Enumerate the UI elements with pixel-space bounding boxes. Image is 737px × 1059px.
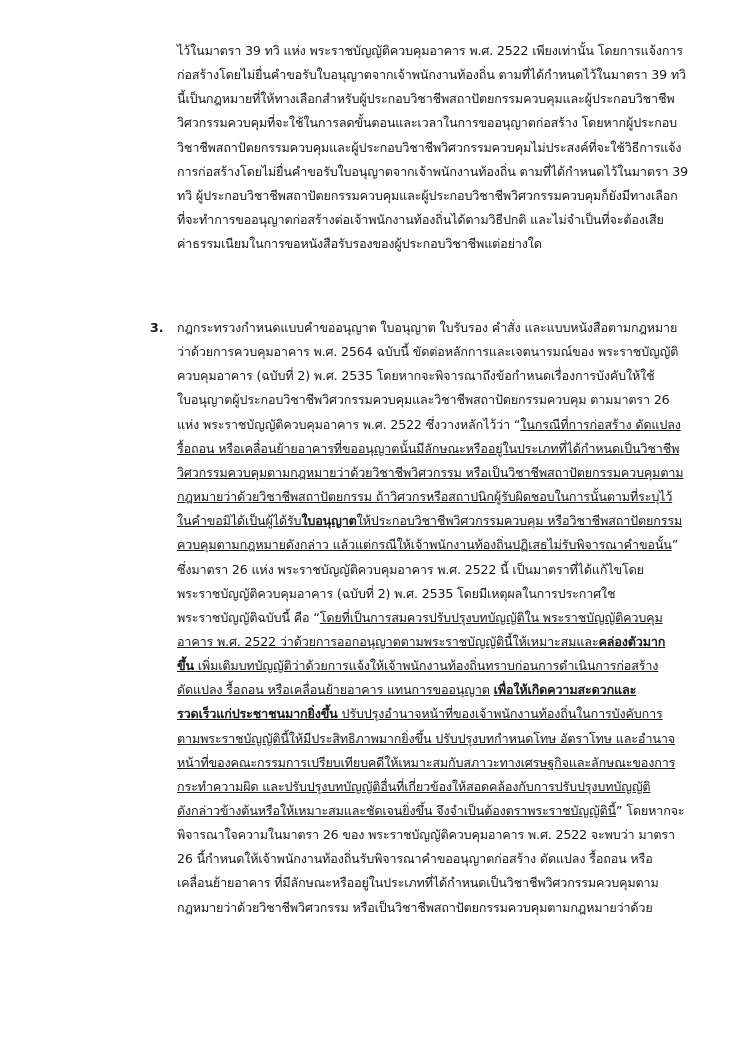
- text-segment: ”: [671, 537, 679, 553]
- text-segment: กฎกระทรวงกำหนดแบบคำขออนุญาต ใบอนุญาต ใบรับรอง คำสั่ง และแบบหนังสือตามกฎหมาย: [177, 320, 678, 335]
- text-line: [177, 634, 665, 650]
- text-line: ทวิ ผู้ประกอบวิชาชีพสถาปัตยกรรมควบคุมและผู้ประกอบวิชาชีพวิศวกรรมควบคุมก็ยังมีทางเลือก: [177, 187, 678, 203]
- text-line: [177, 489, 672, 505]
- text-segment: เคลื่อนย้ายอาคาร ที่มีลักษณะหรืออยู่ในประเภทที่ได้กำหนดเป็นวิชาชีพวิศวกรรมควบคุมตาม: [177, 875, 659, 891]
- text-line: [177, 755, 675, 771]
- text-line: [177, 731, 675, 747]
- text-line: [177, 537, 678, 553]
- text-line: [177, 682, 636, 698]
- underlined-quote-text: ในกรณีที่การก่อสร้าง ดัดแปลง: [520, 416, 681, 432]
- text-segment: ซึ่งมาตรา 26 แห่ง พระราชบัญญัติควบคุมอาคาร พ.ศ. 2522 นี้ เป็นมาตราที่ได้แก้ไขโดย: [177, 561, 644, 577]
- text-line: ที่จะทำการขออนุญาตก่อสร้างต่อเจ้าพนักงานท้องถิ่นได้ตามวิธีปกติ และไม่จำเป็นที่จะต้องเสีย: [177, 212, 664, 228]
- text-line: ไว้ในมาตรา 39 ทวิ แห่ง พระราชบัญญัติควบคุมอาคาร พ.ศ. 2522 เพียงเท่านั้น โดยการแจ้งการ: [177, 43, 683, 58]
- underlined-quote-text: อาคาร พ.ศ. 2522 ว่าด้วยการออกอนุญาตตามพระราชบัญญัตินี้ให้เหมาะสมและ: [177, 633, 599, 649]
- text-line: [177, 368, 655, 384]
- underlined-quote-text: รวดเร็วแก่ประชาชนมากยิ่งขึ้น: [177, 706, 338, 722]
- underlined-quote-text: เพิ่มเติมบทบัญญัติว่าด้วยการแจ้งให้เจ้าพนักงานท้องถิ่นทราบก่อนการดำเนินการก่อสร้าง: [193, 658, 659, 674]
- text-line: [177, 779, 650, 795]
- text-line: การก่อสร้างโดยไม่ยื่นคำขอรับใบอนุญาตจากเจ้าพนักงานท้องถิ่น ตามที่ได้กำหนดไว้ในมาตรา 39: [177, 163, 688, 179]
- list-item-number: 3.: [150, 320, 164, 335]
- underlined-quote-text: ดังกล่าวข้างต้นหรือให้เหมาะสมและชัดเจนยิ่งขึ้น จึงจำเป็นต้องตราพระราชบัญญัตินี้: [177, 803, 617, 818]
- underlined-quote-text: ตามพระราชบัญญัตินี้ให้มีประสิทธิภาพมากยิ่งขึ้น ปรับปรุงบทกำหนดโทษ อัตราโทษ และอำนาจ: [177, 730, 675, 746]
- underlined-quote-text: กฎหมายว่าด้วยวิชาชีพสถาปัตยกรรม ถ้าวิศวกรหรือสถาปนิกผู้รับผิดชอบในการนั้นตามที่ระบุไว้: [177, 489, 673, 505]
- text-line: [177, 586, 615, 602]
- underlined-quote-text: เพื่อให้เกิดความสะดวกและ: [493, 682, 637, 698]
- text-line: [177, 803, 685, 819]
- text-line: [177, 706, 663, 722]
- underlined-quote-text: รื้อถอน หรือเคลื่อนย้ายอาคารที่ขออนุญาตนั้นมีลักษณะหรืออยู่ในประเภทที่ได้กำหนดเป็นวิชาชีพ: [177, 440, 680, 456]
- text-line: [177, 610, 663, 626]
- text-segment: กฎหมายว่าด้วยวิชาชีพวิศวกรรม หรือเป็นวิชาชีพสถาปัตยกรรมควบคุมตามกฎหมายว่าด้วย: [177, 899, 653, 915]
- underlined-quote-text: โดยที่เป็นการสมควรปรับปรุงบทบัญญัติใน พระราชบัญญัติควบคุม: [319, 609, 663, 625]
- text-segment: พระราชบัญญัติฉบับนี้ คือ “: [177, 609, 320, 625]
- text-line: [177, 875, 659, 891]
- underlined-quote-text: คล่องตัวมาก: [598, 633, 666, 649]
- text-line: [177, 417, 681, 433]
- text-line: [177, 562, 644, 578]
- text-segment: ใบอนุญาตผู้ประกอบวิชาชีพวิศวกรรมควบคุมและวิชาชีพสถาปัตยกรรมควบคุม ตามมาตรา 26: [177, 392, 670, 408]
- underlined-quote-text: ปรับปรุงอำนาจหน้าที่ของเจ้าพนักงานท้องถิ่นในการบังคับการ: [337, 706, 663, 722]
- text-line: [177, 465, 683, 481]
- text-line: [177, 441, 679, 457]
- text-line: [177, 658, 658, 674]
- text-line: [177, 344, 678, 360]
- text-line: วิชาชีพสถาปัตยกรรมควบคุมและผู้ประกอบวิชาชีพวิศวกรรมควบคุมไม่ประสงค์ที่จะใช้วิธีการแจ้ง: [177, 139, 682, 155]
- text-segment: พิจารณาใจความในมาตรา 26 ของ พระราชบัญญัติควบคุมอาคาร พ.ศ. 2522 จะพบว่า มาตรา: [177, 827, 675, 843]
- text-line: [177, 900, 653, 916]
- text-line: ค่าธรรมเนียมในการขอหนังสือรับรองของผู้ประกอบวิชาชีพแต่อย่างใด: [177, 236, 542, 252]
- text-line: [177, 827, 675, 843]
- underlined-quote-text: ควบคุมตามกฎหมายดังกล่าว แล้วแต่กรณีให้เจ้าพนักงานท้องถิ่นปฏิเสธไม่รับพิจารณาคำขอนั้น: [177, 537, 672, 553]
- text-line: วิศวกรรมควบคุมที่จะใช้ในการลดขั้นตอนและเวลาในการขออนุญาตก่อสร้าง โดยหากผู้ประกอบ: [177, 115, 678, 131]
- text-segment: พระราชบัญญัติควบคุมอาคาร (ฉบับที่ 2) พ.ศ. 2535 โดยมีเหตุผลในการประกาศใช: [177, 585, 616, 601]
- underlined-quote-text: ดัดแปลง รื้อถอน หรือเคลื่อนย้ายอาคาร แทนการขออนุญาต: [177, 682, 490, 698]
- text-segment: ควบคุมอาคาร (ฉบับที่ 2) พ.ศ. 2535 โดยหากจะพิจารณาถึงข้อกำหนดเรื่องการบังคับให้ใช้: [177, 368, 655, 384]
- text-line: [177, 392, 670, 408]
- text-line: นี้เป็นกฎหมายที่ให้ทางเลือกสำหรับผู้ประกอบวิชาชีพสถาปัตยกรรมควบคุมและผู้ประกอบวิชาชีพ: [177, 91, 675, 107]
- text-line: ก่อสร้างโดยไม่ยื่นคำขอรับใบอนุญาตจากเจ้าพนักงานท้องถิ่น ตามที่ได้กำหนดไว้ในมาตรา 39 ทวิ: [177, 67, 686, 83]
- text-line: [177, 851, 653, 867]
- underlined-quote-text: ขึ้น: [177, 658, 194, 674]
- text-segment: ” โดยหากจะ: [616, 803, 685, 818]
- underlined-quote-text: วิศวกรรมควบคุมตามกฎหมายว่าด้วยวิชาชีพวิศวกรรม หรือเป็นวิชาชีพสถาปัตยกรรมควบคุมตาม: [177, 464, 684, 480]
- text-segment: ว่าด้วยการควบคุมอาคาร พ.ศ. 2564 ฉบับนี้ ขัดต่อหลักการและเจตนารมณ์ของ พระราชบัญญัติ: [177, 344, 679, 360]
- text-segment: 26 นี้กำหนดให้เจ้าพนักงานท้องถิ่นรับพิจารณาคำขออนุญาตก่อสร้าง ดัดแปลง รื้อถอน หรือ: [177, 851, 653, 867]
- text-line: [177, 320, 677, 336]
- text-segment: แห่ง พระราชบัญญัติควบคุมอาคาร พ.ศ. 2522 ซึ่งวางหลักไว้ว่า “: [177, 416, 521, 432]
- text-line: [177, 513, 682, 529]
- underlined-quote-text: ให้ประกอบวิชาชีพวิศวกรรมควบคุม หรือวิชาชีพสถาปัตยกรรม: [356, 513, 683, 529]
- underlined-quote-text: ในคำขอมิได้เป็นผู้ได้รับ: [177, 513, 302, 529]
- underlined-quote-text: กระทำความผิด และปรับปรุงบทบัญญัติอื่นที่เกี่ยวข้องให้สอดคล้องกับการปรับปรุงบทบัญญัติ: [177, 778, 651, 794]
- underlined-quote-text: ใบอนุญาต: [301, 513, 357, 529]
- underlined-quote-text: หน้าที่ของคณะกรรมการเปรียบเทียบคดีให้เหมาะสมกับสภาวะทางเศรษฐกิจและลักษณะของการ: [177, 754, 676, 770]
